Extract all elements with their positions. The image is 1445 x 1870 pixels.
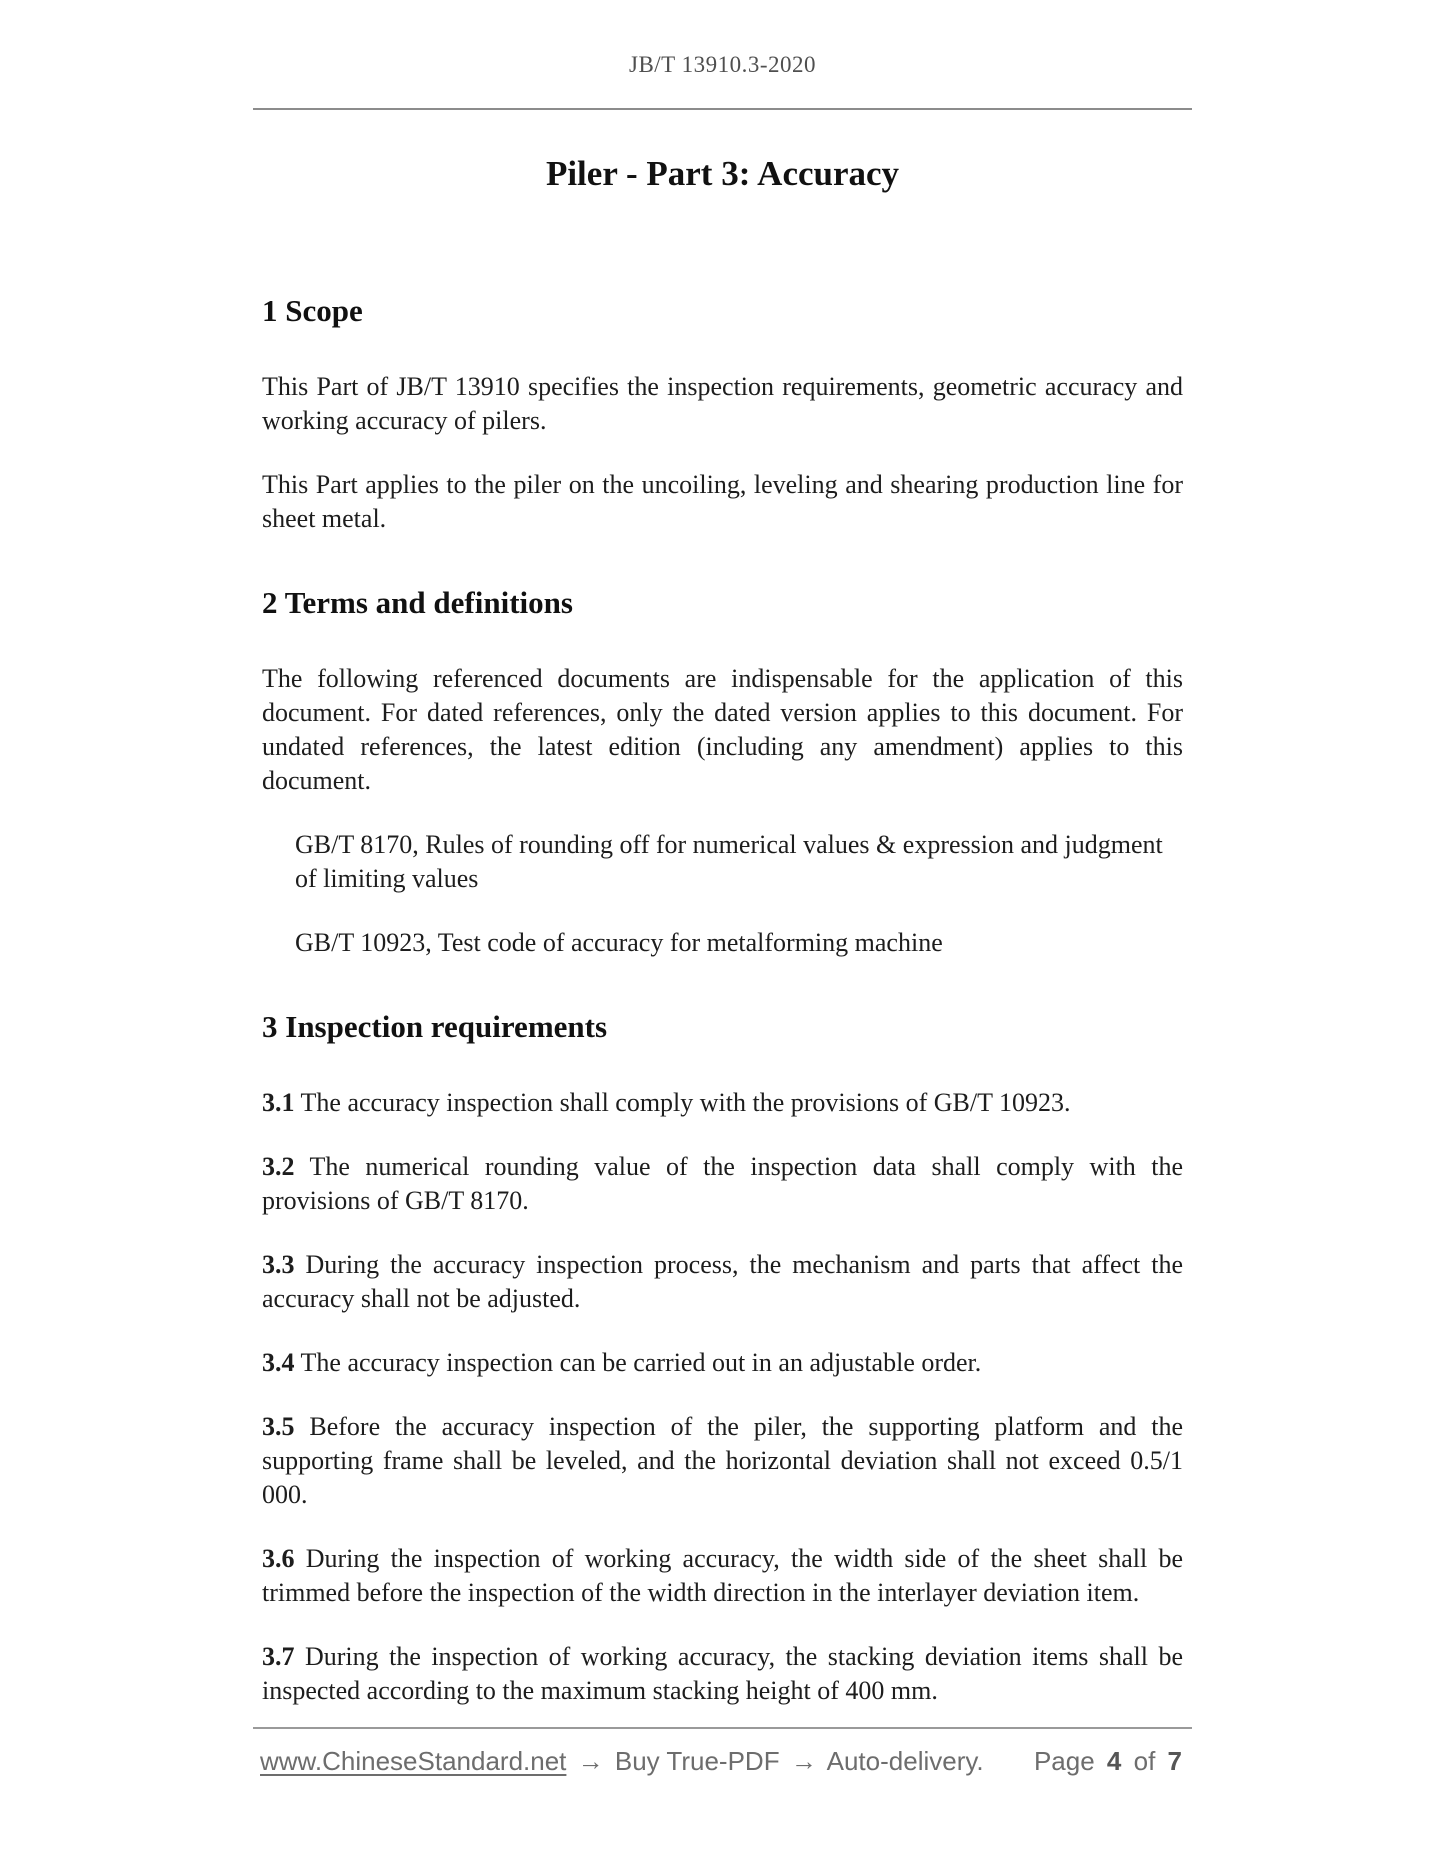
page-title: Piler - Part 3: Accuracy — [545, 154, 900, 193]
clause-number: 3.5 — [262, 1412, 295, 1441]
clause-number: 3.2 — [262, 1152, 295, 1181]
of-label: of — [1133, 1746, 1156, 1776]
paragraph-scope-1: This Part of JB/T 13910 specifies the inspection requirements, geometric accuracy and working accuracy of pilers. — [262, 372, 1183, 435]
section-heading-terms: 2 Terms and definitions — [262, 585, 573, 620]
page-number-current: 4 — [1106, 1746, 1122, 1776]
footer-link[interactable]: www.ChineseStandard.net — [260, 1746, 567, 1776]
arrow-right-icon: → — [577, 1746, 604, 1776]
clause-3-3 — [262, 1248, 1183, 1316]
arrow-right-icon: → — [790, 1746, 817, 1776]
clause-text: The accuracy inspection can be carried out in an adjustable order. — [300, 1348, 982, 1377]
clause-3-2 — [262, 1150, 1183, 1218]
clause-3-1 — [262, 1086, 1183, 1120]
clause-3-4 — [262, 1346, 1183, 1380]
clause-number: 3.3 — [262, 1250, 295, 1279]
header — [0, 0, 1445, 110]
reference-item-gbt8170: GB/T 8170, Rules of rounding off for numerical values & expression and judgment of limiting values — [295, 830, 1163, 893]
document-body — [262, 290, 1183, 1708]
clause-text: The accuracy inspection shall comply with the provisions of GB/T 10923. — [300, 1088, 1071, 1117]
header-rule — [253, 108, 1192, 110]
footer — [260, 1744, 1185, 1778]
footer-info — [260, 1744, 984, 1778]
clause-number: 3.6 — [262, 1544, 295, 1573]
footer-action-buy: Buy True-PDF — [614, 1746, 780, 1776]
page-label: Page — [1033, 1746, 1095, 1776]
clause-3-6 — [262, 1542, 1183, 1610]
paragraph-scope-2: This Part applies to the piler on the uncoiling, leveling and shearing production line for sheet metal. — [262, 470, 1183, 533]
header-doc-number: JB/T 13910.3-2020 — [629, 52, 816, 77]
section-heading-scope: 1 Scope — [262, 293, 363, 328]
clause-text: The numerical rounding value of the inspection data shall comply with the provisions of GB/T 8170. — [262, 1152, 1184, 1215]
clause-text: During the inspection of working accuracy, the stacking deviation items shall be inspected according to the maximum stacking height of 400 mm. — [262, 1642, 1183, 1705]
paragraph-terms-intro: The following referenced documents are indispensable for the application of this document. For dated references, only the dated version applies to this document. For undated references, the latest edition (including any amendment) applies to this document. — [262, 664, 1183, 795]
clause-text: Before the accuracy inspection of the piler, the supporting platform and the supporting frame shall be leveled, and the horizontal deviation shall not exceed 0.5/1 000. — [262, 1412, 1184, 1509]
clause-text: During the accuracy inspection process, the mechanism and parts that affect the accuracy shall not be adjusted. — [262, 1250, 1184, 1313]
page-indicator — [1032, 1744, 1185, 1778]
clause-3-7 — [262, 1640, 1183, 1708]
clause-number: 3.4 — [262, 1348, 295, 1377]
clause-3-5 — [262, 1410, 1183, 1512]
section-heading-inspection: 3 Inspection requirements — [262, 1009, 608, 1044]
footer-rule — [253, 1727, 1192, 1729]
footer-action-delivery: Auto-delivery. — [826, 1746, 984, 1776]
clause-number: 3.1 — [262, 1088, 295, 1117]
clause-number: 3.7 — [262, 1642, 295, 1671]
clause-text: During the inspection of working accuracy, the width side of the sheet shall be trimmed before the inspection of the width direction in the interlayer deviation item. — [262, 1544, 1184, 1607]
reference-item-gbt10923: GB/T 10923, Test code of accuracy for metalforming machine — [295, 928, 943, 957]
page-number-total: 7 — [1167, 1746, 1182, 1776]
